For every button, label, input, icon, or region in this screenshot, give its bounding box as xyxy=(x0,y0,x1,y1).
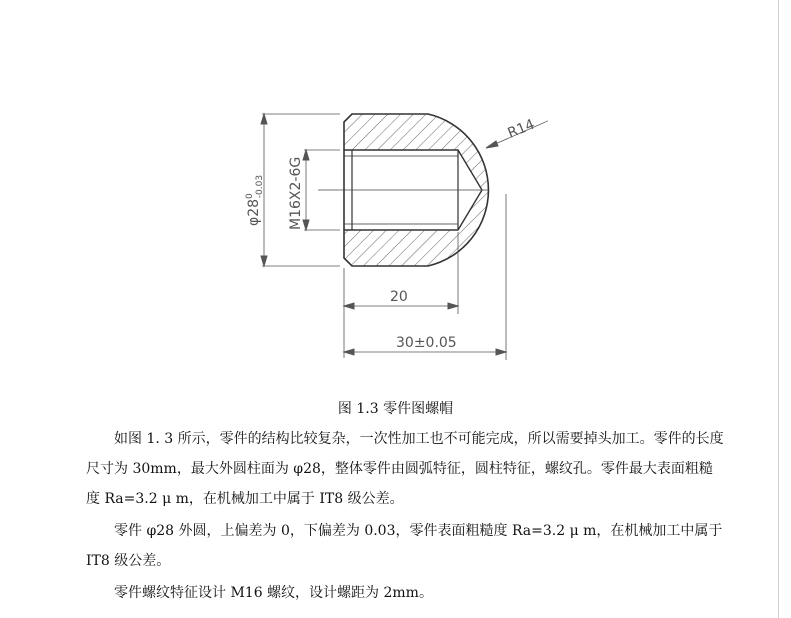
depth-label: 20 xyxy=(390,289,408,305)
radius-label: R14 xyxy=(505,116,538,142)
paragraph-3: 零件螺纹特征设计 M16 螺纹，设计螺距为 2mm。 xyxy=(114,585,433,601)
outer-diameter-label: $\varphi 28^0-0.03$ xyxy=(245,174,265,226)
page-edge xyxy=(778,0,779,618)
figure-caption: 图 1.3 零件图螺帽 xyxy=(337,401,454,417)
part-drawing xyxy=(228,70,548,370)
paragraph-1: 如图 1. 3 所示，零件的结构比较复杂，一次性加工也不可能完成，所以需要掉头加工。零件的长度尺寸为 30mm，最大外圆柱面为 φ28，整体零件由圆弧特征，圆柱特征，螺纹孔。零件最大表面粗糙度 Ra=3.2 μ m，在机械加工中属于 IT8 级公差。 xyxy=(86,431,724,507)
length-label: 30±0.05 xyxy=(396,335,457,351)
thread-label: M16X2-6G xyxy=(288,156,304,230)
paragraph-2: 零件 φ28 外圆，上偏差为 0，下偏差为 0.03，零件表面粗糙度 Ra=3.2 μ m，在机械加工中属于 IT8 级公差。 xyxy=(86,523,723,569)
